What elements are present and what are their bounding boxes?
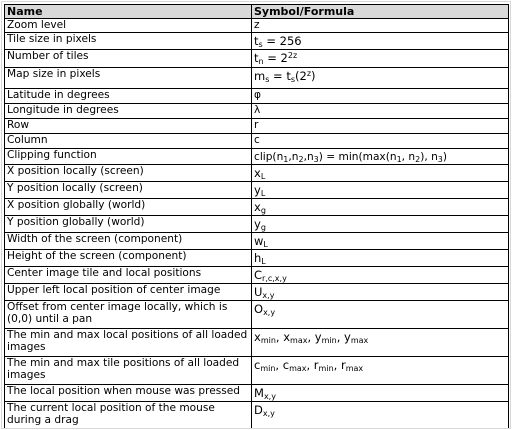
table-row	[5, 402, 509, 430]
row-formula: $D_{x,y}$	[252, 402, 509, 430]
table-row	[5, 357, 509, 385]
row-formula: $x_{min}$, $x_{max}$, $y_{min}$, $y_{max}$	[252, 329, 509, 357]
row-formula: $h_L$	[252, 250, 509, 267]
row-name: Y position locally (screen)	[5, 182, 252, 199]
table-row	[5, 149, 509, 165]
row-formula: $x_L$	[252, 165, 509, 182]
row-formula: $clip(n_1,n_2,n_3) = \min(\max(n_1$, $n_2$), $n_3$)	[252, 149, 509, 165]
table-row	[5, 68, 509, 89]
row-formula: $t_s = 256$	[252, 33, 509, 50]
table-row	[5, 267, 509, 284]
row-name: The min and max local positions of all loaded images	[5, 329, 252, 357]
symbol-legend-table	[4, 4, 509, 429]
table-row	[5, 119, 509, 134]
table-row	[5, 33, 509, 50]
table-row	[5, 250, 509, 267]
row-name: Height of the screen (component)	[5, 250, 252, 267]
row-name: Width of the screen (component)	[5, 233, 252, 250]
row-formula: $y_L$	[252, 182, 509, 199]
table-row	[5, 50, 509, 68]
table-row	[5, 134, 509, 149]
row-formula: $M_{x,y}$	[252, 385, 509, 402]
table-row	[5, 104, 509, 119]
table-row	[5, 385, 509, 402]
row-formula: $x_g$	[252, 199, 509, 216]
header-symbol: Symbol/Formula	[252, 5, 509, 19]
row-formula: $y_g$	[252, 216, 509, 233]
table-row	[5, 233, 509, 250]
row-name: Number of tiles	[5, 50, 252, 68]
row-name: Center image tile and local positions	[5, 267, 252, 284]
row-formula: λ	[252, 104, 509, 119]
table-row	[5, 284, 509, 301]
table-row	[5, 19, 509, 33]
row-formula: z	[252, 19, 509, 33]
table-row	[5, 89, 509, 104]
row-name: Upper left local position of center image	[5, 284, 252, 301]
row-name: X position globally (world)	[5, 199, 252, 216]
row-name: Y position globally (world)	[5, 216, 252, 233]
table-row	[5, 329, 509, 357]
screenshot-frame	[1, 1, 511, 429]
row-formula: $c_{min}$, $c_{max}$, $r_{min}$, $r_{max}$	[252, 357, 509, 385]
row-formula: $C_{r,c,x,y}$	[252, 267, 509, 284]
row-name: Column	[5, 134, 252, 149]
table-row	[5, 216, 509, 233]
row-name: Tile size in pixels	[5, 33, 252, 50]
header-name: Name	[5, 5, 252, 19]
row-name: Offset from center image locally, which is (0,0) until a pan	[5, 301, 252, 329]
row-formula: $t_n = 2^{2z}$	[252, 50, 509, 68]
row-formula: r	[252, 119, 509, 134]
row-formula: φ	[252, 89, 509, 104]
row-name: The current local position of the mouse during a drag	[5, 402, 252, 430]
table-row	[5, 199, 509, 216]
row-formula: $O_{x,y}$	[252, 301, 509, 329]
row-formula: $U_{x,y}$	[252, 284, 509, 301]
table-row	[5, 165, 509, 182]
row-formula: $m_s = t_s(2^z)$	[252, 68, 509, 89]
table-row	[5, 301, 509, 329]
row-name: Longitude in degrees	[5, 104, 252, 119]
row-formula: $w_L$	[252, 233, 509, 250]
row-name: The min and max tile positions of all loaded images	[5, 357, 252, 385]
row-name: Row	[5, 119, 252, 134]
row-name: Latitude in degrees	[5, 89, 252, 104]
row-name: X position locally (screen)	[5, 165, 252, 182]
table-row	[5, 182, 509, 199]
row-name: Zoom level	[5, 19, 252, 33]
row-name: Clipping function	[5, 149, 252, 165]
row-name: The local position when mouse was pressed	[5, 385, 252, 402]
row-formula: c	[252, 134, 509, 149]
row-name: Map size in pixels	[5, 68, 252, 89]
header-row	[5, 5, 509, 19]
